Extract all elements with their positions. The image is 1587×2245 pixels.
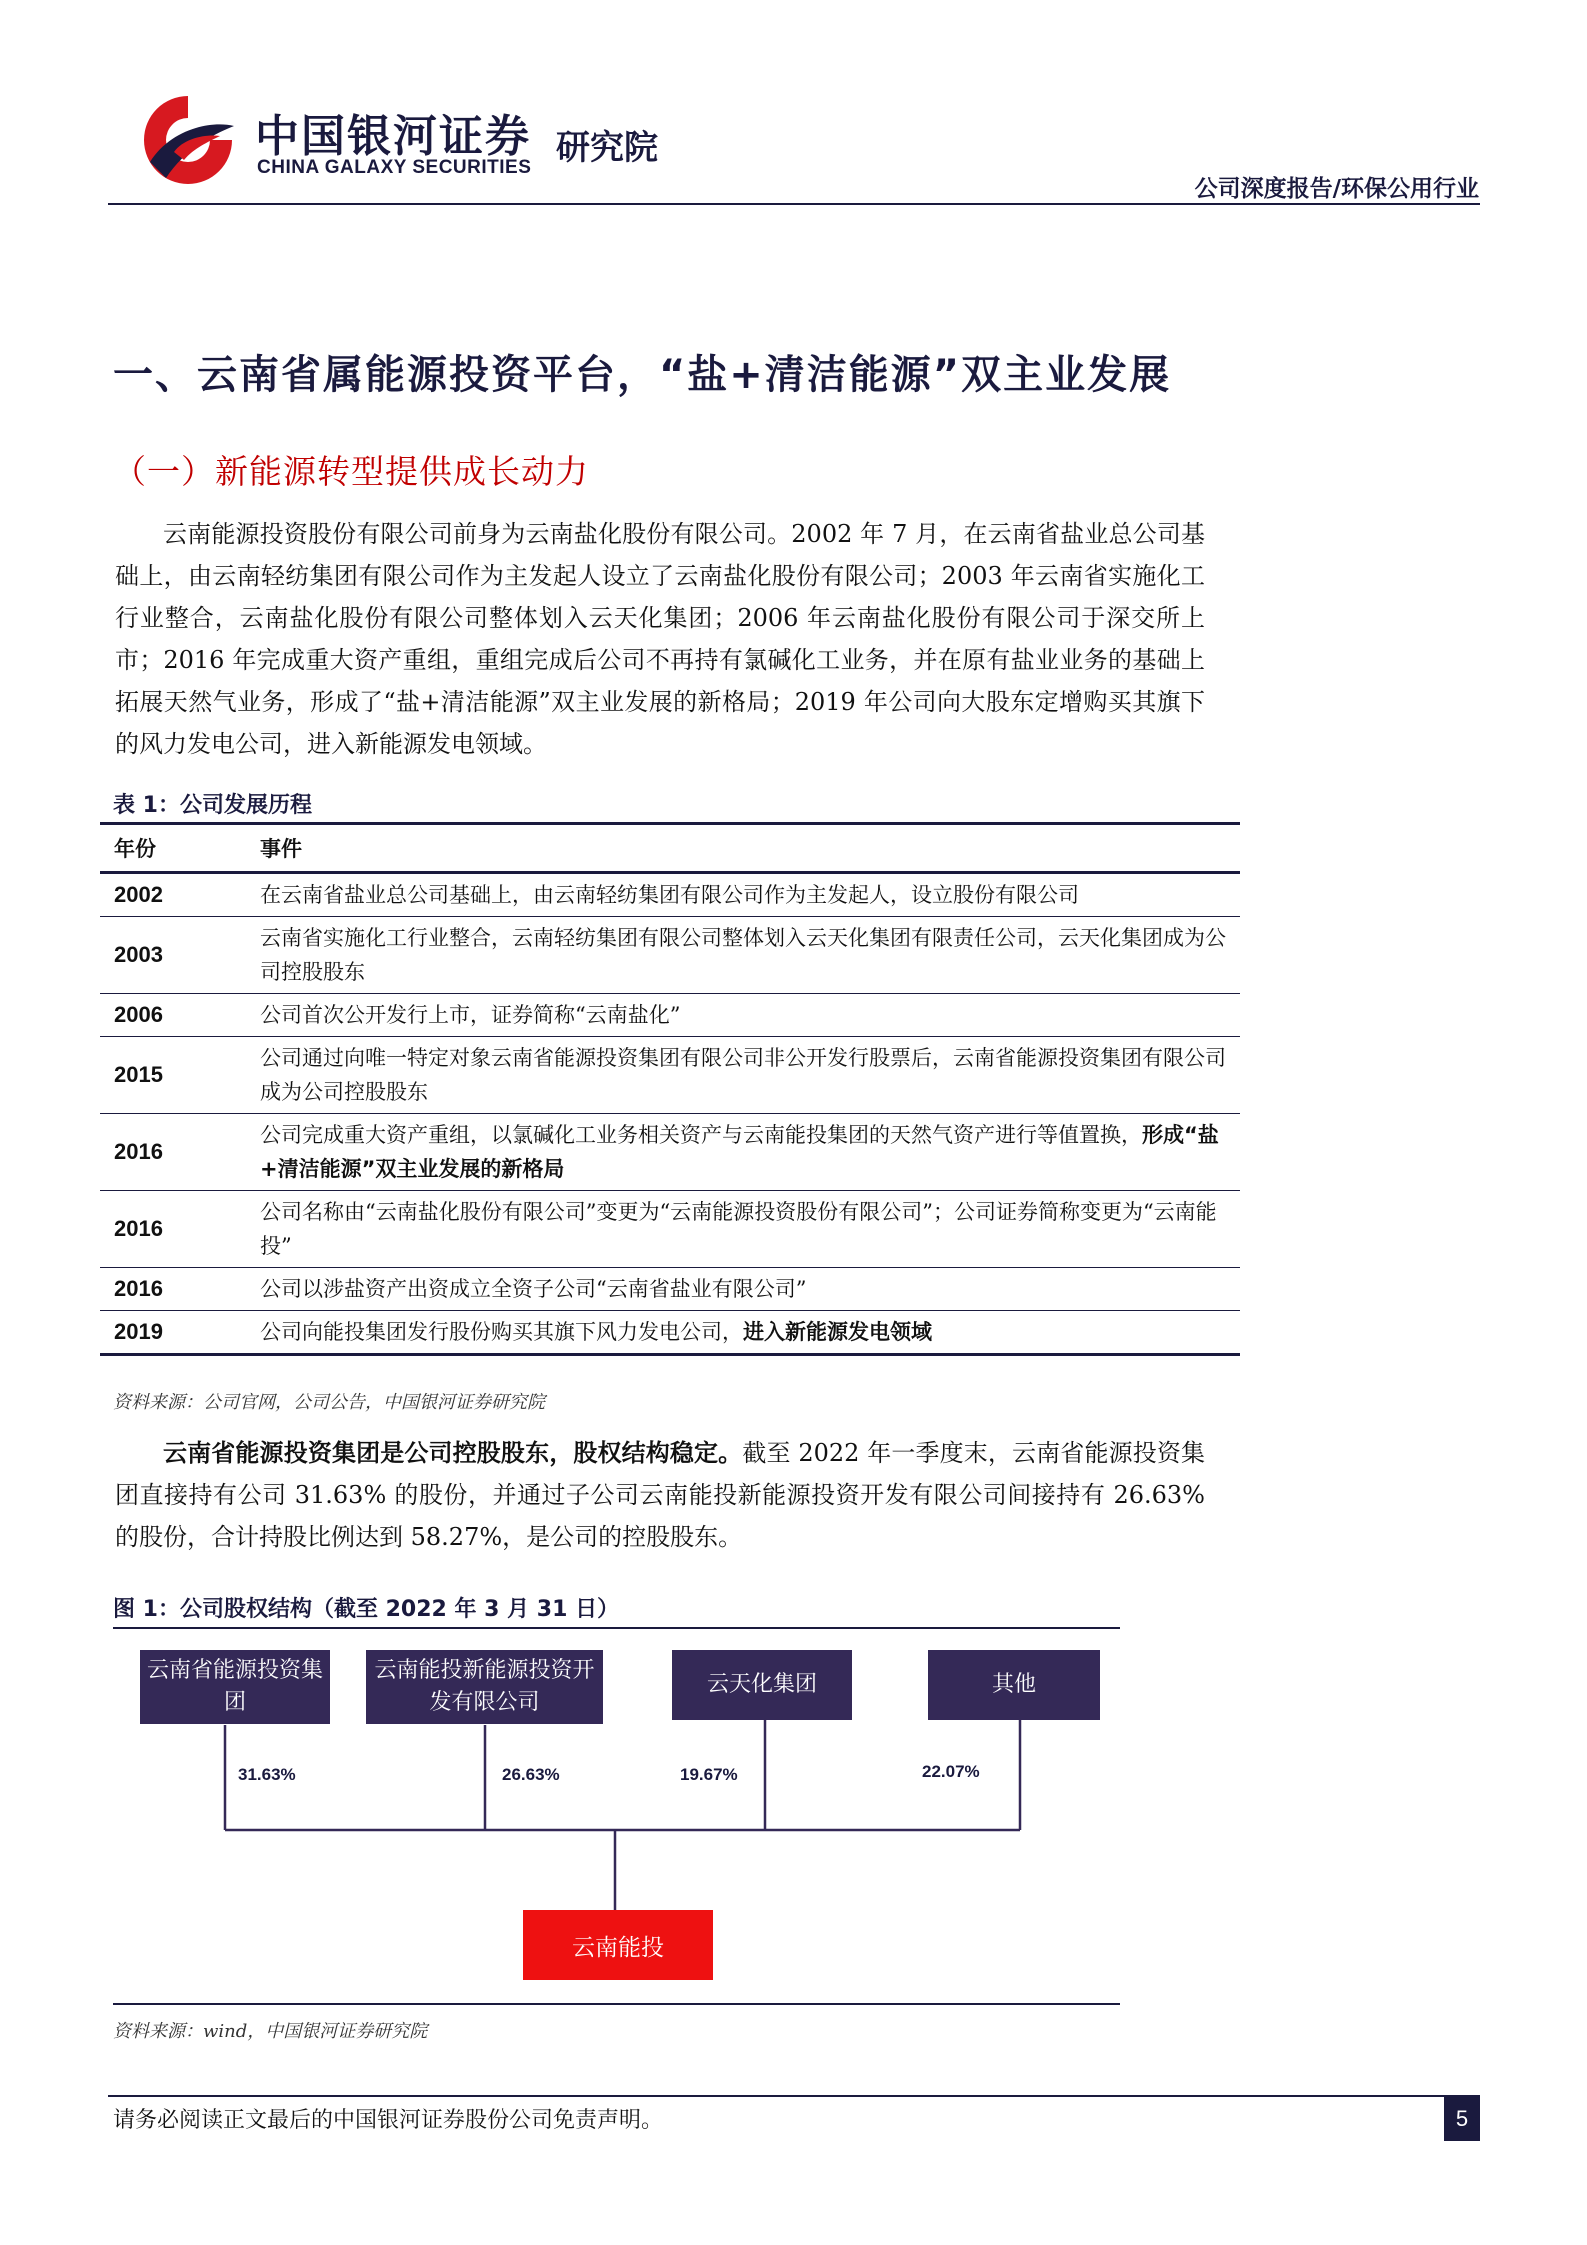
figure-source: 资料来源：wind，中国银河证券研究院 [113,2021,428,2042]
figure-bottom-divider [113,2003,1120,2005]
table-caption: 表 1：公司发展历程 [113,793,312,818]
row-year: 2016 [100,1268,246,1311]
section-subtitle: （一）新能源转型提供成长动力 [113,452,589,491]
header-year: 年份 [100,824,246,873]
ownership-lead: 云南省能源投资集团是公司控股股东，股权结构稳定。 [163,1439,743,1467]
event-highlight: 形成“盐+清洁能源”双主业发展的新格局 [260,1123,1219,1181]
event-text: 公司以涉盐资产出资成立全资子公司“云南省盐业有限公司” [260,1277,807,1301]
section-title: 一、云南省属能源投资平台，“盐+清洁能源”双主业发展 [113,352,1172,398]
row-year: 2003 [100,917,246,994]
report-type: 公司深度报告/环保公用行业 [1194,176,1479,202]
event-text: 在云南省盐业总公司基础上，由云南轻纺集团有限公司作为主发起人，设立股份有限公司 [260,883,1079,907]
pct-label-1: 31.63% [238,1765,296,1784]
row-year: 2016 [100,1114,246,1191]
page-number: 5 [1444,2097,1480,2141]
row-year: 2015 [100,1037,246,1114]
shareholder-box-4: 其他 [928,1650,1100,1720]
figure-caption: 图 1：公司股权结构（截至 2022 年 3 月 31 日） [113,1597,620,1622]
row-year: 2006 [100,994,246,1037]
shareholder-box-2: 云南能投新能源投资开发有限公司 [366,1650,603,1724]
ownership-body: 截至 2022 年一季度末，云南省能源投资集团直接持有公司 31.63% 的股份，并通过子公司云南能投新能源投资开发有限公司间接持有 26.63%的股份，合计持股比例达到 58.27%，是公司的控股股东。 [115,1439,1205,1551]
table-source: 资料来源：公司官网，公司公告，中国银河证券研究院 [113,1392,545,1413]
event-highlight: 进入新能源发电领域 [743,1320,932,1344]
event-text: 公司首次公开发行上市，证券简称“云南盐化” [260,1003,681,1027]
footer-divider [108,2095,1480,2097]
row-year: 2002 [100,873,246,917]
pct-label-3: 19.67% [680,1765,738,1784]
event-text: 云南省实施化工行业整合，云南轻纺集团有限公司整体划入云天化集团有限责任公司，云天化集团成为公司控股股东 [260,926,1226,984]
event-text: 公司向能投集团发行股份购买其旗下风力发电公司， [260,1320,743,1344]
footer-disclaimer: 请务必阅读正文最后的中国银河证券股份公司免责声明。 [113,2108,664,2133]
event-text: 公司完成重大资产重组，以氯碱化工业务相关资产与云南能投集团的天然气资产进行等值置换， [260,1123,1142,1147]
event-text: 公司名称由“云南盐化股份有限公司”变更为“云南能源投资股份有限公司”；公司证券简称变更为“云南能投” [260,1200,1217,1258]
event-text: 公司通过向唯一特定对象云南省能源投资集团有限公司非公开发行股票后，云南省能源投资集团有限公司成为公司控股股东 [260,1046,1226,1104]
shareholder-box-1: 云南省能源投资集团 [140,1650,330,1724]
row-year: 2019 [100,1311,246,1355]
institute-label: 研究院 [556,128,658,168]
header-event: 事件 [246,824,1240,873]
pct-label-4: 22.07% [922,1762,980,1781]
target-company-box: 云南能投 [523,1910,713,1980]
pct-label-2: 26.63% [502,1765,560,1784]
brand-name-cn: 中国银河证券 [255,111,531,162]
intro-text: 云南能源投资股份有限公司前身为云南盐化股份有限公司。2002 年 7 月，在云南省盐业总公司基础上，由云南轻纺集团有限公司作为主发起人设立了云南盐化股份有限公司；2003 年云南省实施化工行业整合，云南盐化股份有限公司整体划入云天化集团；2006 年云南盐化股份有限公司于深交所上市；2016 年完成重大资产重组，重组完成后公司不再持有氯碱化工业务，并在原有盐业业务的基础上拓展天然气业务，形成了“盐+清洁能源”双主业发展的新格局；2019 年公司向大股东定增购买其旗下的风力发电公司，进入新能源发电领域。 [115,520,1205,758]
brand-name-en: CHINA GALAXY SECURITIES [257,157,532,178]
row-year: 2016 [100,1191,246,1268]
shareholder-box-3: 云天化集团 [672,1650,852,1720]
